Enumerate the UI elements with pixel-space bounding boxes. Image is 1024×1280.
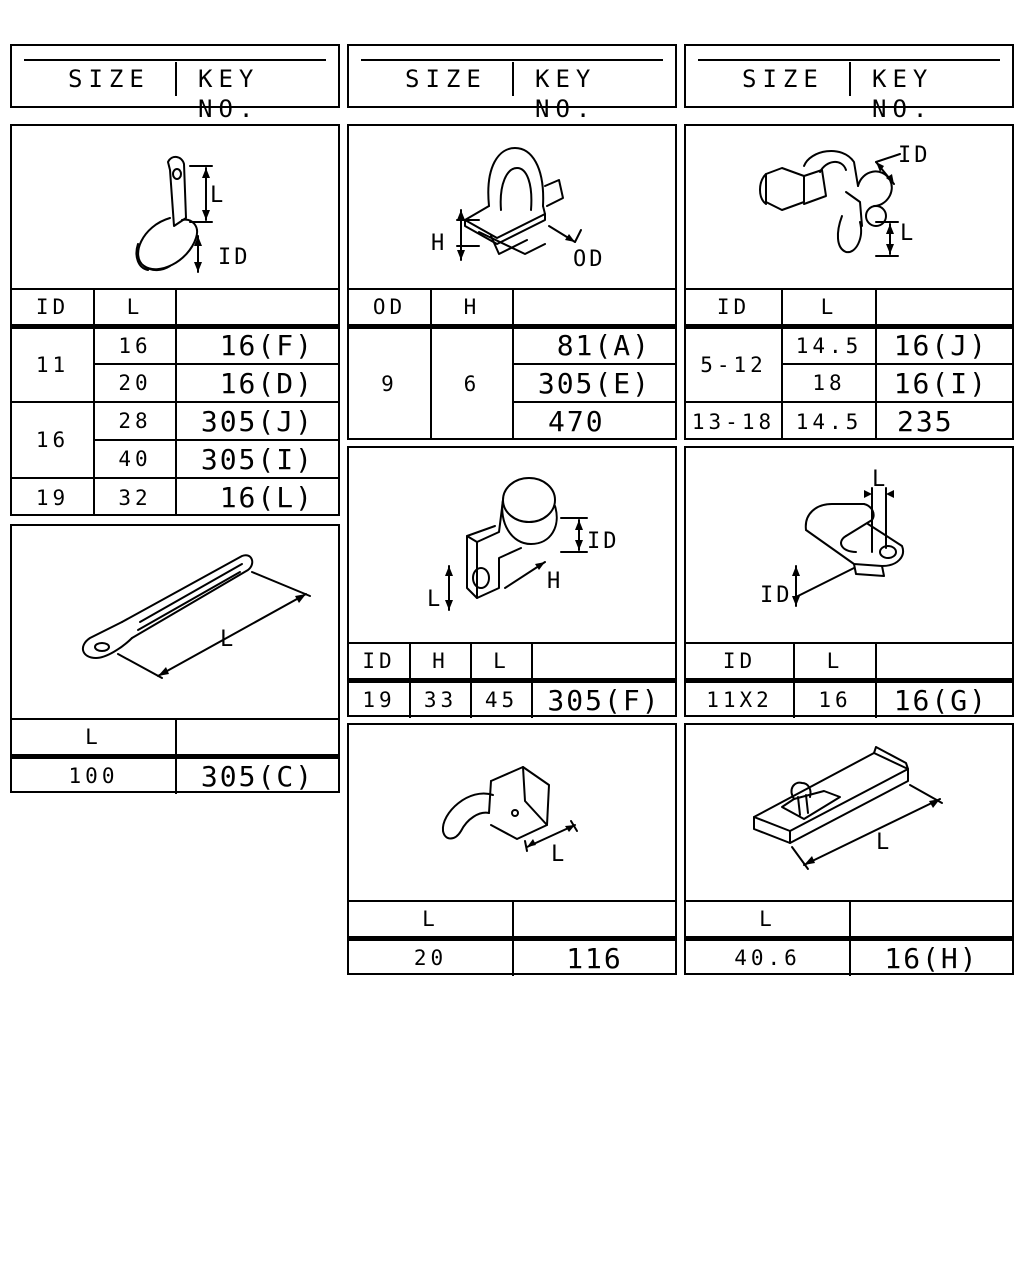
header-divider [512,62,514,96]
col-header-key [876,289,1012,326]
dim-label-id: ID [760,583,793,608]
header-rule [698,59,1000,61]
col-header-id: ID [12,289,94,326]
col-header-id: ID [686,289,782,326]
dimension-l [876,221,916,256]
cell-l: 14.5 [782,326,876,364]
col-header-id: ID [349,643,410,680]
col-header-key [850,901,1012,938]
header-rule [361,59,663,61]
cell-l: 40.6 [686,938,850,976]
cell-key: 235 [876,402,1012,440]
col-header-key [513,289,675,326]
dimension-h [431,210,479,260]
flat-clip-part [806,504,903,576]
panel-p-clamp [347,446,677,717]
col-header-l: L [471,643,532,680]
panel-double-clip [684,124,1014,440]
flat-clip-table [686,642,1012,718]
col-header-key [176,719,338,756]
cell-id: 13-18 [686,402,782,440]
dimension-l [792,785,942,869]
dim-label-id: ID [587,529,620,554]
header-box-1 [10,44,340,123]
cell-id: 19 [12,478,94,516]
panel-flat-clip [684,446,1014,717]
col-header-h: H [431,289,513,326]
angle-clip-table [349,900,675,976]
col-header-od: OD [349,289,431,326]
header-box-3 [684,44,1014,123]
double-clip-drawing [686,126,1012,288]
loop-clamp-drawing [12,126,338,288]
col-header-l: L [349,901,513,938]
header-divider [175,62,177,96]
mounting-plate-drawing [686,725,1012,900]
dim-label-l: L [427,587,444,612]
push-in-clip-drawing [349,126,675,288]
cell-id: 16 [12,402,94,478]
col-header-key [532,643,675,680]
cell-l: 32 [94,478,176,516]
dimension-l [190,166,226,222]
dimension-l [864,467,894,552]
col-header-l: L [686,901,850,938]
cell-id: 11 [12,326,94,402]
loop-clamp-table [12,288,338,516]
cell-key: 305(I) [176,440,338,478]
dimension-h [505,562,563,594]
angle-clip-drawing [349,725,675,900]
col-header-key [513,901,675,938]
double-clip-table [686,288,1012,440]
col-header-l: L [794,643,876,680]
cell-h: 6 [431,326,513,440]
dim-label-l: L [551,842,568,867]
cell-key: 16(G) [876,680,1012,718]
dim-label-l: L [220,627,237,652]
cell-od: 9 [349,326,431,440]
panel-loop-clamp [10,124,340,516]
cell-key: 305(C) [176,756,338,794]
cell-id: 11X2 [686,680,794,718]
dim-label-l: L [876,830,893,855]
cell-l: 45 [471,680,532,718]
header-rule [24,59,326,61]
push-in-clip-table [349,288,675,440]
cell-id: 19 [349,680,410,718]
panel-angle-clip [347,723,677,975]
p-clamp-table [349,642,675,718]
dim-label-l: L [900,221,917,246]
p-clamp-drawing [349,448,675,642]
panel-mounting-plate [684,723,1014,975]
push-in-clip-part [465,148,563,254]
strap-table [12,718,338,794]
cell-key: 470 [513,402,675,440]
angle-clip-part [443,767,549,839]
dimension-l [525,821,577,867]
cell-key: 16(J) [876,326,1012,364]
cell-l: 28 [94,402,176,440]
col-header-h: H [410,643,471,680]
col-header-key [176,289,338,326]
cell-key: 16(I) [876,364,1012,402]
cell-l: 20 [94,364,176,402]
cell-key: 305(J) [176,402,338,440]
col-header-l: L [12,719,176,756]
p-clamp-part [467,478,557,598]
mounting-plate-part [754,747,908,843]
cell-h: 33 [410,680,471,718]
col-header-id: ID [686,643,794,680]
cell-key: 16(H) [850,938,1012,976]
dim-label-h: H [547,569,564,594]
dimension-id [876,143,931,184]
size-label: SIZE [405,65,487,93]
dim-label-id: ID [218,245,251,270]
mounting-plate-table [686,900,1012,976]
col-header-l: L [94,289,176,326]
dimension-id [760,566,854,608]
double-clip-part [760,151,892,252]
dim-label-l: L [872,467,889,492]
dim-label-l: L [210,183,227,208]
panel-push-in-clip [347,124,677,440]
dimension-id [194,236,251,272]
cell-l: 20 [349,938,513,976]
header-divider [849,62,851,96]
cell-l: 40 [94,440,176,478]
cell-key: 16(D) [176,364,338,402]
cell-key: 16(L) [176,478,338,516]
dimension-od [549,226,606,272]
cell-l: 14.5 [782,402,876,440]
dim-label-od: OD [573,247,606,272]
size-label: SIZE [742,65,824,93]
cell-l: 100 [12,756,176,794]
cell-l: 16 [94,326,176,364]
flat-clip-drawing [686,448,1012,642]
loop-clamp-part [136,157,197,270]
size-label: SIZE [68,65,150,93]
cell-key: 116 [513,938,675,976]
col-header-l: L [782,289,876,326]
col-header-key [876,643,1012,680]
dimension-id [561,518,620,554]
cell-key: 305(E) [513,364,675,402]
key-no-label: KEY NO. [535,65,597,123]
panel-strap [10,524,340,793]
key-no-label: KEY NO. [198,65,260,123]
strap-drawing [12,526,338,718]
header-box-2 [347,44,677,123]
cell-key: 305(F) [532,680,675,718]
dimension-l [427,566,453,612]
dim-label-id: ID [898,143,931,168]
cell-l: 16 [794,680,876,718]
dim-label-h: H [431,231,448,256]
cell-id: 5-12 [686,326,782,402]
cell-key: 81(A) [513,326,675,364]
key-no-label: KEY NO. [872,65,934,123]
cell-key: 16(F) [176,326,338,364]
cell-l: 18 [782,364,876,402]
